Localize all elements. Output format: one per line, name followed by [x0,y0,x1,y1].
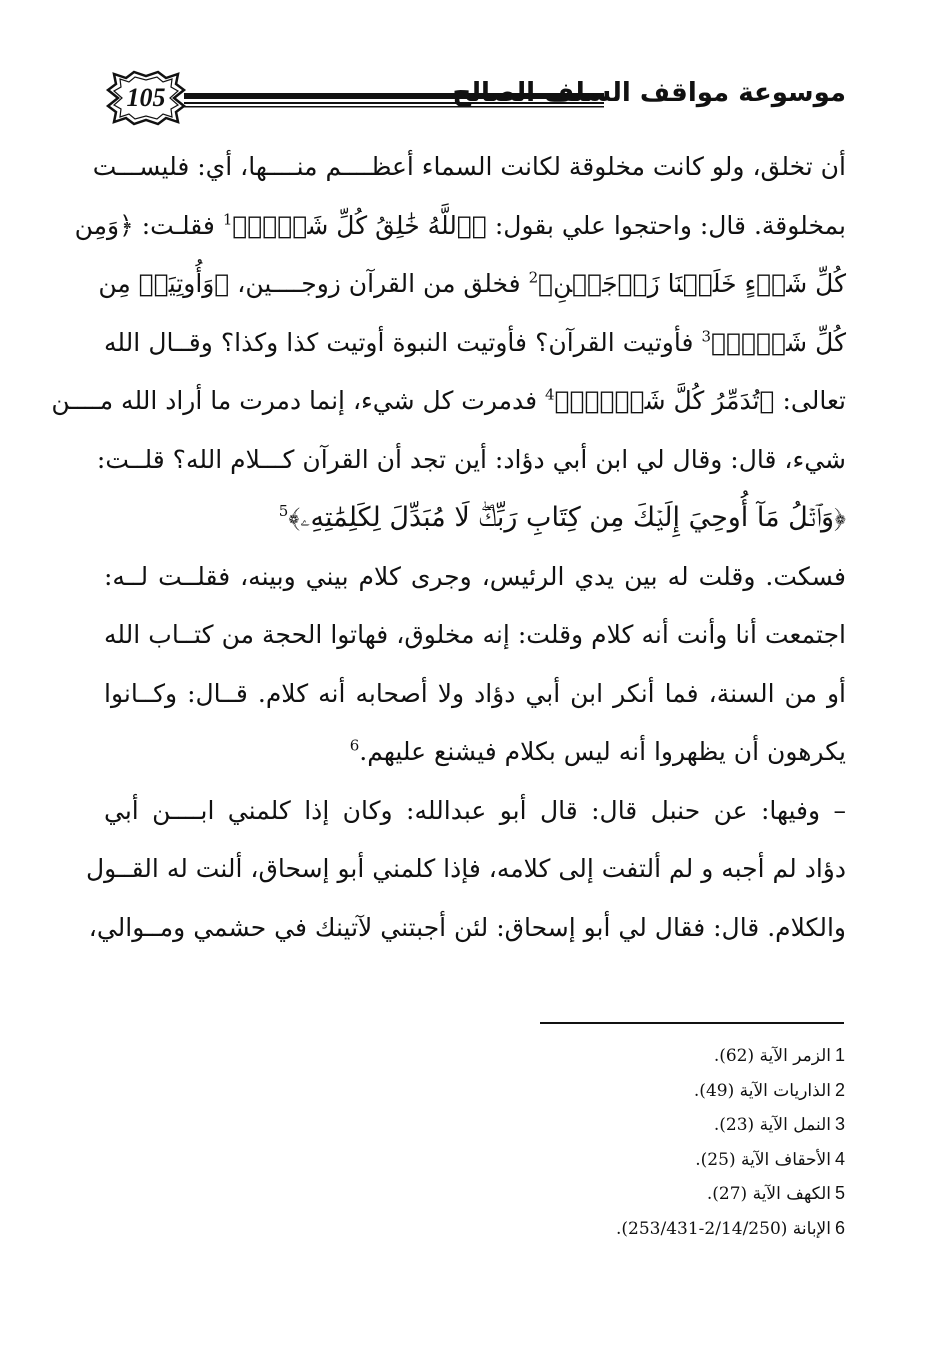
footnote [445,1038,845,1073]
page-number-badge [104,70,188,126]
text-line [98,255,846,314]
text-segment: يكرهون أن يظهروا أنه ليس بكلام فيشنع عليهم. [359,737,846,766]
text-line [104,665,846,724]
text-line [104,314,846,373]
text-segment: فخلق من القرآن زوجــــين، ﴿وَأُوتِيَتۡ مِن [98,269,529,298]
footnote [445,1107,845,1142]
footnote-ref[interactable]: 4 [545,385,555,404]
footnote [445,1142,845,1177]
page-number: 105 [126,83,166,112]
text-segment: فأوتيت القرآن؟ فأوتيت النبوة أوتيت كذا وكذا؟ وقــال الله [104,327,702,357]
text-line [92,138,846,197]
footnote-text: النمل الآية (23). [713,1115,831,1135]
text-segment: كُلِّ شَيۡءٖ﴾ [711,327,846,357]
footnote [445,1211,845,1246]
footnote-ref[interactable]: 2 [528,268,539,287]
text-segment: كُلِّ شَيۡءٍ خَلَقۡنَا زَوۡجَيۡنِ﴾ [538,269,846,298]
text-line [104,489,846,548]
text-segment: اجتمعت أنا وأنت أنه كلام وقلت: إنه مخلوق، فهاتوا الحجة من كتــاب الله [104,620,846,649]
footnote-number: 2 [834,1079,845,1100]
text-segment: بمخلوقة. قال: واحتجوا علي بقول: ﴿ٱللَّهُ خَٰلِقُ كُلِّ شَيۡءٖ﴾ [232,210,846,240]
text-line [96,431,846,490]
footnote-text: الأحقاف الآية (25). [695,1149,831,1170]
text-line [74,197,846,256]
text-segment: فقلـت: ﴿وَمِن [74,210,223,240]
text-segment: ﴿وَٱتۡلُ مَآ أُوحِيَ إِلَيۡكَ مِن كِتَابِ رَبِّكَۖ لَا مُبَدِّلَ لِكَلِمَٰتِهِۦ﴾ [288,502,846,533]
text-segment: أن تخلق، ولو كانت مخلوقة لكانت السماء أعظــــم منــــها، أي: فليســـت [92,152,846,181]
text-line [51,372,846,431]
footnote-number: 4 [834,1148,845,1169]
footnote-text: الكهف الآية (27). [706,1184,831,1204]
page-header [104,62,846,132]
text-segment: – وفيها: عن حنبل قال: قال أبو عبدالله: وكان إذا كلمني ابــــن أبي [104,795,846,825]
text-line [104,723,846,782]
text-segment: والكلام. قال: فقال لي أبو إسحاق: لئن أجبتني لآتينك في حشمي ومــوالي، [88,912,846,942]
footnote-text: الزمر الآية (62). [713,1046,831,1066]
book-title: موسوعة مواقف السلف الصالح [452,78,846,108]
footnote-ref[interactable]: 3 [701,327,712,346]
text-segment: فدمرت كل شيء، إنما دمرت ما أراد الله مــــن [51,386,546,415]
footnote [445,1073,845,1108]
text-segment: أو من السنة، فما أنكر ابن أبي دؤاد ولا أصحابه أنه كلام. قــال: وكــانوا [104,678,846,708]
text-line [104,782,846,841]
main-text [51,138,846,957]
footnote-ref[interactable]: 5 [278,502,289,520]
footnote-number: 3 [834,1114,845,1134]
footnote-number: 5 [834,1183,845,1203]
footnote-ref[interactable]: 6 [349,736,360,755]
footnote-text: الإبانة (2/14/250-253/431). [615,1218,831,1239]
text-segment: فسكت. وقلت له بين يدي الرئيس، وجرى كلام بيني وبينه، فقلــت لــه: [104,561,846,591]
text-line [104,606,846,665]
footnote-number: 1 [834,1045,845,1065]
text-segment: شيء، قال: وقال لي ابن أبي دؤاد: أين تجد أن القرآن كـــلام الله؟ قلــت: [96,444,846,474]
footnote-number: 6 [834,1217,845,1238]
footnote [445,1176,845,1211]
footnote-separator [540,1022,844,1024]
footnote-ref[interactable]: 1 [222,210,233,229]
text-line [85,840,846,899]
text-segment: دؤاد لم أجبه و لم ألتفت إلى كلامه، فإذا كلمني أبو إسحاق، ألنت له القــول [85,854,846,883]
footnotes [445,1038,845,1245]
text-line [88,899,846,958]
footnote-text: الذاريات الآية (49). [693,1080,831,1101]
text-line [104,548,846,607]
text-segment: تعالى: ﴿تُدَمِّرُ كُلَّ شَيۡءِۭ﴾ [554,386,846,415]
